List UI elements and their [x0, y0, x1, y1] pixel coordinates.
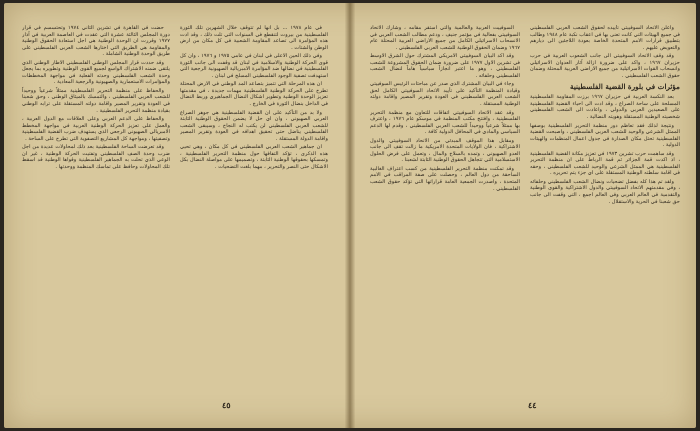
paragraph: وفي ذلك الحين الاعلى في لبنان في عامي ١٩٧٥ و ١٩٧٦ ، وان كل قوى الحركة الوطنية والاسلامية في لبنان قد وقفت الى جانب الثورة الفلسطينية في نضالها ضد المؤامرة الامبريالية الصهيونية الرجعية التي استهدفت تصفية الوجود الفلسطيني المسلح في لبنان . [180, 53, 328, 79]
paragraph: ان جماهير الشعب العربي الفلسطيني في كل مكان ، وهي تحيي هذه الذكرى ، تؤكد التفافها حول منظمة التحرير الفلسطينية ، وتمسكها بحقوقها الوطنية الثابتة ، وتصميمها على مواصلة النضال بكل الاشكال حتى النصر والتحرير ، مهما بلغت التضحيات . [180, 144, 328, 170]
paragraph: وقد وقف الاتحاد السوفييتي الى جانب الشعوب العربية في حرب حزيران ١٩٦٧ ، واكد على ضرورة ازالة آثار العدوان الاسرائيلي وانسحاب القوات الاسرائيلية من جميع الاراضي العربية المحتلة وضمان حقوق الشعب الفلسطيني . [530, 53, 680, 79]
left-page-column-left [22, 25, 170, 385]
paragraph: بعد النكسة العربية في حزيران ١٩٦٧ برزت المقاومة الفلسطينية المسلحة على ساحة الصراع ، وقد ادت الى احياء القضية الفلسطينية على الصعيدين العربي والدولي ، واعادت الى الشعب الفلسطيني شخصيته الوطنية المستقلة وهويته النضالية . [530, 94, 680, 121]
page-number: ٤٥ [222, 400, 231, 410]
paragraph: وقد حددت قرار المجلس الوطني الفلسطيني الاطار الوطني الذي يلتقي ضمنه الاشتراك الواسع لجميع القوى الوطنية وتطويره بما يجعل وحدة الشعب الفلسطيني وحدته الفعلية في مواجهة المخططات والمؤامرات الاستعمارية والصهيونية والرجعية المعادية . [22, 59, 170, 86]
paragraph: وقد ساهمت حرب تشرين ١٩٧٣ في تعزيز مكانة القضية الفلسطينية ، اذ اكدت قمة الجزائر ثم قمة الرباط على ان منظمة التحرير الفلسطينية هي الممثل الشرعي والوحيد للشعب الفلسطيني ، وحقه في اقامة سلطته الوطنية المستقلة على اي جزء يتم تحريره . [530, 150, 680, 177]
paragraph: واعلن الاتحاد السوفييتي تأييده لحقوق الشعب العربي الفلسطيني في جميع الهيئات التي كانت تعنى بها في اعقاب نكبة عام ١٩٤٨ وطالب بتطبيق قرارات الامم المتحدة الخاصة بعودة اللاجئين الى ديارهم والتعويض عليهم . [530, 25, 680, 51]
paragraph: ونتيجة لذلك فقد تعاظم دور منظمة التحرير الفلسطينية بوصفها الممثل الشرعي والوحيد للشعب العربي الفلسطيني ، واصبحت القضية الفلسطينية تحتل مكان الصدارة في جدول اعمال المنظمات والهيئات الدولية . [530, 122, 680, 149]
paragraph: وقد اكد البيان السوفييتي الامريكي المشترك حول الشرق الاوسط في تشرين الاول ١٩٧٧ على ضرورة ضمان الحقوق المشروعة للشعب الفلسطيني ، وهو ما اعتبر انجازاً سياسياً هاماً لنضال الشعب الفلسطيني وحلفائه . [370, 53, 520, 79]
right-page-column-right [530, 25, 680, 385]
paragraph: وجاء في البيان المشترك الذي صدر عن مباحثات الرئيس السوفييتي وقيادة المنظمة التأكيد على تأييد الاتحاد السوفييتي الكامل لحق الشعب العربي الفلسطيني في العودة وتقرير المصير واقامة دولته الوطنية المستقلة . [370, 81, 520, 108]
right-page [350, 3, 696, 428]
paragraph: ولا بد من التأكيد على ان القضية الفلسطينية هي جوهر الصراع العربي الصهيوني ، وان اي حل لا يضمن الحقوق الوطنية الثابتة للشعب العربي الفلسطيني لن يكتب له النجاح ، وسيبقى الشعب الفلسطيني يناضل حتى تحقيق اهدافه في العودة وتقرير المصير واقامة الدولة المستقلة . [180, 109, 328, 142]
left-page [4, 3, 350, 428]
booklet-spread [4, 3, 696, 428]
paragraph: والحفاظ على منظمة التحرير الفلسطينية ممثلاً شرعياً ووحيداً للشعب العربي الفلسطيني ، والتمسك بالميثاق الوطني ، وحق شعبنا في العودة وتقرير المصير واقامة دولته المستقلة على ترابه الوطني بقيادة منظمة التحرير الفلسطينية . [22, 87, 170, 114]
paragraph: ومقابل هذا الموقف المبدئي من الاتحاد السوفييتي والدول الاشتراكية ، فان الولايات المتحدة الامريكية ما زالت تقف الى جانب العدو الصهيوني ، وتمده بالسلاح والمال ، وتعمل على فرض الحلول الاستسلامية التي تتجاهل الحقوق الوطنية الثابتة لشعبنا . [370, 137, 520, 164]
left-page-column-right [180, 25, 328, 385]
paragraph: والحفاظ على الدعم العربي وعلى العلاقات مع الدول العربية ، والعمل على تعزيز الحركة الوطنية العربية في مواجهة المخطط الامبريالي الصهيوني الرجعي الذي يستهدف ضرب القضية الفلسطينية وتصفيتها ، ومواجهة كل المشاريع التصفوية التي تطرح على الساحة . [22, 116, 170, 142]
paragraph: ان هذه المرحلة التي تتميز بتصاعد المد الوطني في الارض المحتلة تطرح على الحركة الوطنية الفلسطينية مهمات جديدة ، في مقدمتها تعزيز الوحدة الوطنية وتطوير اشكال النضال الجماهيري وربط النضال في الداخل بنضال الثورة في الخارج . [180, 81, 328, 108]
paragraph: ولقد تم هذا كله بفضل تضحيات ونضال الشعب الفلسطيني وحلفائه ، وفي مقدمتهم الاتحاد السوفييتي والدول الاشتراكية والقوى الوطنية والتقدمية في العالم العربي وفي العالم اجمع ، التي وقفت الى جانب حق شعبنا في الحرية والاستقلال . [530, 178, 680, 205]
paragraph: في عام ١٩٧٨ ... بل انها لم تتوقف خلال الشهرين تلك الثورة الفلسطينية من بيروت لتنقطع في السنوات التي تلت ذلك ، وقد ادت هذه المؤامرة الى تصاعد المقاومة الشعبية في كل مكان من ارض الوطن والشتات . [180, 25, 328, 51]
right-page-column-left [370, 25, 520, 385]
paragraph: السوفييت العربية والعالمية والتي استقر مقامه ، وشارك الاتحاد السوفييتي بفعالية في مؤتمر جنيف ، ودعم مطالب الشعب العربي في الانسحاب الاسرائيلي الكامل من جميع الاراضي العربية المحتلة عام ١٩٦٧ وضمان الحقوق الوطنية للشعب العربي الفلسطيني . [370, 25, 520, 51]
paragraph: حضت في القاهرة في تشرين الثاني ١٩٧٤ وتحتسسم في قرار دورة المجلس الثالثة عشرة التي عقدت في العاصمة العربية في آذار ١٩٧٧ وقررت ان الوحدة الوطنية هي اجل استعادة الحقوق الوطنية والمقاومة هي الطريق التي اختارها الشعب العربي الفلسطيني على طريق الوحدة الوطنية الشاملة . [22, 25, 170, 58]
paragraph: وقد تمكنت منظمة التحرير الفلسطينية من كسب اعتراف الغالبية الساحقة من دول العالم ، وحصلت على صفة المراقب في الامم المتحدة ، واصدرت الجمعية العامة قراراتها التي تؤكد حقوق الشعب الفلسطيني . [370, 165, 520, 192]
section-heading: مؤثرات في بلورة القضية الفلسطينية [569, 82, 680, 92]
paragraph: وقد عقد الاتحاد السوفييتي اتفاقات للتعاون مع منظمة التحرير الفلسطينية ، وافتتح مكتب المنظمة في موسكو عام ١٩٧٦ ، واعترف بها ممثلاً شرعياً ووحيداً للشعب العربي الفلسطيني ، وقدم لها الدعم السياسي والمادي في المحافل الدولية كافة . [370, 109, 520, 136]
paragraph: وقد تعرضت الساحة الفلسطينية بعد ذلك لمحاولات عديدة من اجل ضرب وحدة الصف الفلسطيني وتفتيت الحركة الوطنية ، غير ان الوعي الذي تحلت به الجماهير الفلسطينية وقواها الوطنية قد اسقط تلك المحاولات وحافظ على تماسك المنظمة ووحدتها . [22, 144, 170, 170]
page-number: ٤٤ [528, 400, 537, 410]
